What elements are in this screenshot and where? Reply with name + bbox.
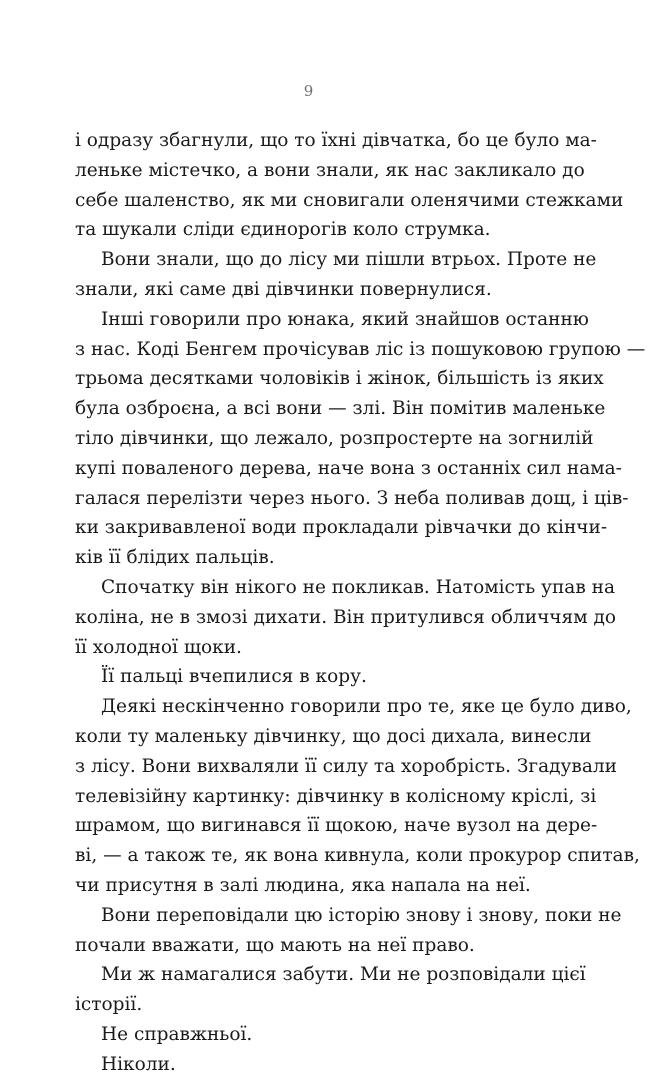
paragraph [75, 692, 640, 901]
text-line: ві, — а також те, як вона кивнула, коли прокурор спитав, [75, 845, 640, 867]
page-number: 9 [303, 82, 314, 100]
text-line: чи присутня в залі людина, яка напала на неї. [75, 874, 531, 896]
text-line: Деякі нескінченно говорили про те, яке це було диво, [101, 696, 632, 718]
text-line: історії. [75, 994, 143, 1016]
text-line: і одразу збагнули, що то їхні дівчатка, бо це було ма- [75, 130, 597, 151]
text-line: коли ту маленьку дівчинку, що досі дихала, винесли [75, 725, 592, 747]
text-line: Не справжньої. [101, 1023, 253, 1045]
paragraph [75, 245, 597, 305]
text-line: знали, які саме дві дівчинки повернулися. [75, 278, 492, 300]
paragraph [75, 960, 586, 1020]
paragraph [75, 1020, 543, 1050]
text-line: та шукали сліди єдинорогів коло струмка. [75, 219, 491, 241]
paragraph [75, 901, 622, 961]
paragraph [75, 573, 617, 662]
text-line: з лісу. Вони вихваляли її силу та хоробрість. Згадували [75, 755, 617, 777]
text-line: себе шаленство, як ми сновигали оленячими стежками [75, 189, 624, 211]
text-line: трьома десятками чоловіків і жінок, більшість із яких [75, 368, 604, 390]
text-line: телевізійну картинку: дівчинку в колісному кріслі, зі [75, 785, 597, 807]
paragraph [75, 662, 543, 692]
text-line: Її пальці вчепилися в кору. [101, 666, 367, 688]
text-line: коліна, не в змозі дихати. Він притулився обличчям до [75, 606, 617, 628]
text-line: тіло дівчинки, що лежало, розпростерте на зогнилій [75, 427, 594, 449]
text-line: Спочатку він нікого не покликав. Натомість упав на [101, 576, 615, 598]
text-line: Вони переповідали цю історію знову і знову, поки не [101, 904, 622, 926]
text-line: шрамом, що вигинався її щокою, наче вузол на дере- [75, 815, 598, 837]
text-line: Вони знали, що до лісу ми пішли втрьох. Проте не [101, 249, 597, 271]
paragraph [75, 1050, 543, 1080]
text-line: ки закривавленої води прокладали рівчачки до кінчи- [75, 517, 608, 539]
text-line: Інші говорили про юнака, який знайшов останню [101, 308, 589, 330]
body-text [75, 126, 646, 1080]
paragraph [75, 305, 646, 573]
text-line: почали вважати, що мають на неї право. [75, 934, 475, 956]
text-line: її холодної щоки. [75, 636, 242, 658]
text-line: з нас. Коді Бенгем прочісував ліс із пошуковою групою — [75, 338, 646, 360]
text-line: ків її блідих пальців. [75, 547, 275, 569]
text-line: галася перелізти через нього. З неба поливав дощ, і ців- [75, 487, 629, 509]
paragraph [75, 126, 624, 245]
text-line: Ніколи. [101, 1053, 176, 1075]
text-line: купі поваленого дерева, наче вона з останніх сил нама- [75, 457, 622, 479]
text-line: Ми ж намагалися забути. Ми не розповідали цієї [101, 964, 586, 986]
text-line: леньке містечко, а вони знали, як нас закликало до [75, 159, 585, 181]
text-line: була озброєна, а всі вони — злі. Він помітив маленьке [75, 398, 606, 420]
